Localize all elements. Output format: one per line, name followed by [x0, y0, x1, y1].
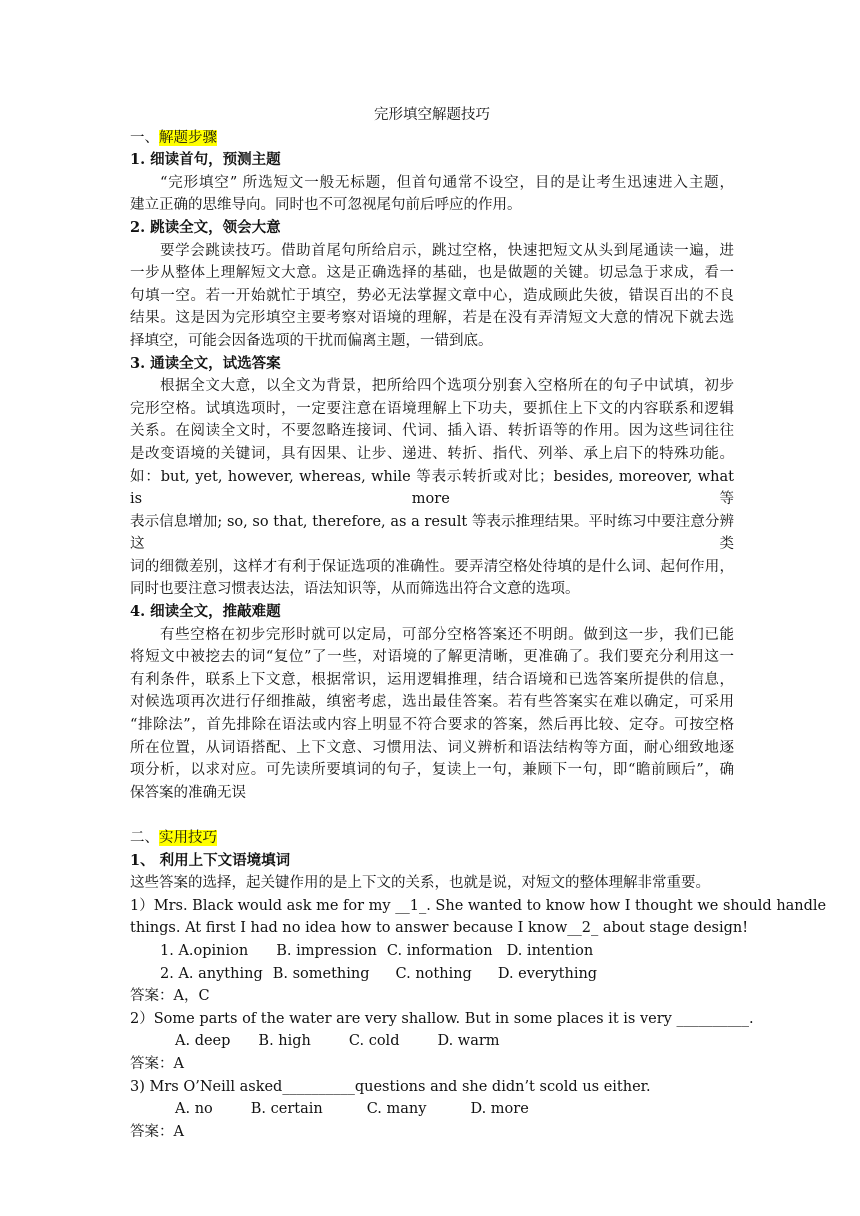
document-body [130, 104, 827, 1143]
option: 2. A. anything [160, 965, 263, 982]
answer-line: 答案：A [130, 1123, 184, 1140]
options-row [130, 963, 734, 986]
section-number: 一、 [130, 129, 159, 146]
option: C. cold [348, 1033, 400, 1050]
option: D. everything [497, 965, 598, 982]
option: A. no [175, 1101, 213, 1118]
paragraph-line: 表示信息增加; so, so that, therefore, as a result 等表示推理结果。平时练习中要注意分辨这类 [130, 513, 734, 553]
section-number: 二、 [130, 830, 159, 846]
paragraph-line: 对候选项再次进行仔细推敲，缜密考虑，选出最佳答案。若有些答案实在难以确定，可采用 [130, 694, 734, 711]
paragraph-line: 结果。这是因为完形填空主要考察对语境的理解，若是在没有弄清短文大意的情况下就去选 [130, 310, 734, 327]
paragraph-line: 择填空，可能会因备选项的干扰而偏离主题，一错到底。 [130, 332, 493, 349]
answer-line: 答案：A，C [130, 988, 210, 1005]
step-heading: 4. 细读全文，推敲难题 [130, 603, 281, 621]
paragraph-line: 有些空格在初步完形时就可以定局，可部分空格答案还不明朗。做到这一步，我们已能 [160, 626, 734, 643]
highlighted-heading: 实用技巧 [159, 830, 217, 846]
options-row [130, 1030, 734, 1053]
paragraph-line: 项分析，以求对应。可先读所要填词的句子，复读上一句，兼顾下一句，即“瞻前顾后”，确 [130, 762, 734, 779]
answer-line: 答案：A [130, 1055, 184, 1072]
paragraph-line: 是改变语境的关键词，具有因果、让步、递进、转折、指代、列举、承上启下的特殊功能。 [130, 445, 734, 462]
paragraph-line: 根据全文大意，以全文为背景，把所给四个选项分别套入空格所在的句子中试填，初步 [160, 378, 734, 395]
paragraph-line: 词的细微差别，这样才有利于保证选项的准确性。要弄清空格处待填的是什么词、起何作用， [130, 558, 734, 575]
paragraph-line: “排除法”，首先排除在语法或内容上明显不符合要求的答案，然后再比较、定夺。可按空格 [130, 717, 734, 734]
paragraph-line: 有利条件，联系上下文意，根据常识，运用逻辑推理，结合语境和已选答案所提供的信息， [130, 671, 734, 688]
highlighted-heading: 解题步骤 [159, 129, 217, 146]
option: C. nothing [395, 965, 472, 982]
section-heading [130, 127, 734, 150]
paragraph-line: 建立正确的思维导向。同时也不可忽视尾句前后呼应的作用。 [130, 197, 522, 214]
option: B. impression [276, 942, 377, 959]
sub-heading: 1、 利用上下文语境填词 [130, 851, 291, 869]
step-heading: 2. 跳读全文，领会大意 [130, 218, 281, 236]
paragraph-line: 保答案的准确无误 [130, 784, 246, 801]
step-heading: 3. 通读全文，试选答案 [130, 354, 281, 372]
option: D. warm [437, 1033, 500, 1050]
options-row [130, 940, 734, 963]
step-heading: 1. 细读首句，预测主题 [130, 151, 281, 169]
paragraph-line: 这些答案的选择，起关键作用的是上下文的关系，也就是说，对短文的整体理解非常重要。 [130, 875, 710, 892]
paragraph-line: 一步从整体上理解短文大意。这是正确选择的基础，也是做题的关键。切忌急于求成，看一 [130, 265, 734, 282]
paragraph-line: 将短文中被挖去的词“复位”了一些，对语境的了解更清晰，更准确了。我们要充分利用这一 [130, 649, 734, 666]
paragraph-line: “完形填空” 所选短文一般无标题，但首句通常不设空，目的是让考生迅速进入主题， [160, 174, 734, 191]
paragraph-line: 同时也要注意习惯表达法，语法知识等，从而筛选出符合文意的选项。 [130, 581, 580, 598]
question-line: 2）Some parts of the water are very shallow. But in some places it is very __________. [130, 1010, 754, 1027]
paragraph-line: 句填一空。若一开始就忙于填空，势必无法掌握文章中心，造成顾此失彼，错误百出的不良 [130, 287, 734, 304]
section-heading [130, 827, 734, 850]
option: B. high [258, 1033, 311, 1050]
question-line: things. At first I had no idea how to answer because I know__2_ about stage design! [130, 920, 749, 937]
blank-line [130, 804, 734, 827]
option: C. information [386, 942, 493, 959]
question-line: 3) Mrs O’Neill asked__________questions and she didn’t scold us either. [130, 1078, 651, 1095]
paragraph-line: 完形空格。试填选项时，一定要注意在语境理解上下功夫，要抓住上下文的内容联系和逻辑 [130, 400, 734, 417]
question-line: 1）Mrs. Black would ask me for my __1_. She wanted to know how I thought we should handle [130, 897, 827, 914]
paragraph-line: 如：but, yet, however, whereas, while 等表示转折或对比；besides, moreover, what is more 等 [130, 468, 734, 508]
option: D. intention [506, 942, 594, 959]
options-row [130, 1098, 734, 1121]
option: 1. A.opinion [160, 942, 249, 959]
option: B. certain [250, 1101, 323, 1118]
option: C. many [366, 1101, 427, 1118]
document-title: 完形填空解题技巧 [374, 107, 490, 123]
paragraph-line: 所在位置，从词语搭配、上下文意、习惯用法、词义辨析和语法结构等方面，耐心细致地逐 [130, 739, 734, 756]
option: B. something [272, 965, 370, 982]
paragraph-line: 关系。在阅读全文时，不要忽略连接词、代词、插入语、转折语等的作用。因为这些词往往 [130, 423, 734, 440]
paragraph-line: 要学会跳读技巧。借助首尾句所给启示，跳过空格，快速把短文从头到尾通读一遍，进 [160, 242, 734, 259]
option: A. deep [175, 1033, 231, 1050]
option: D. more [470, 1101, 529, 1118]
